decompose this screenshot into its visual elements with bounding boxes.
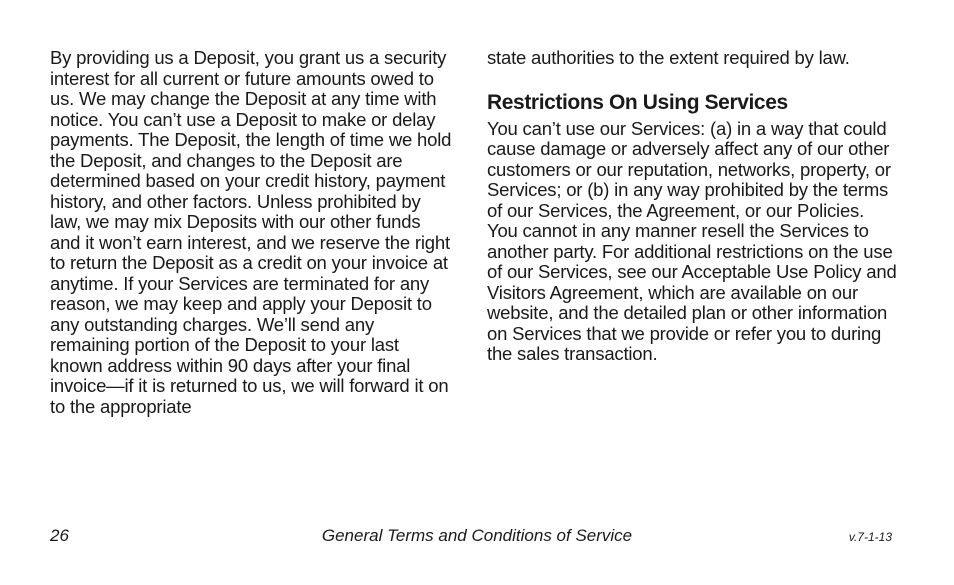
document-title: General Terms and Conditions of Service [321, 526, 633, 545]
page-footer [0, 524, 954, 548]
right-column [487, 48, 899, 365]
version-label: v.7-1-13 [848, 530, 892, 544]
section-heading: Restrictions On Using Services [487, 90, 788, 114]
continuation-paragraph: state authorities to the extent required by law. [487, 47, 850, 68]
deposit-paragraph: By providing us a Deposit, you grant us a security interest for all current or future amounts owed to us. We may change the Deposit at any time with notice. You can’t use a Deposit to make or delay payments. The Deposit, the length of time we hold the Deposit, and changes to the Deposit are determined based on your credit history, payment history, and other factors. Unless prohibited by law, we may mix Deposits with our other funds and it won’t earn interest, and we reserve the right to return the Deposit as a credit on your invoice at anytime. If your Services are terminated for any reason, we may keep and apply your Deposit to any outstanding charges. We’ll send any remaining portion of the Deposit to your last known address within 90 days after your final invoice—if it is returned to us, we will forward it on to the appropriate [50, 47, 452, 417]
page-number: 26 [50, 526, 69, 545]
restrictions-paragraph: You can’t use our Services: (a) in a way that could cause damage or adversely affect any of our other customers or our reputation, networks, property, or Services; or (b) in any way prohibited by the terms of our Services, the Agreement, or our Policies. You cannot in any manner resell the Services to another party. For additional restrictions on the use of our Services, see our Acceptable Use Policy and Visitors Agreement, which are available on our website, and the detailed plan or other information on Services that we provide or refer you to during the sales transaction. [487, 117, 897, 364]
left-column [50, 48, 455, 417]
